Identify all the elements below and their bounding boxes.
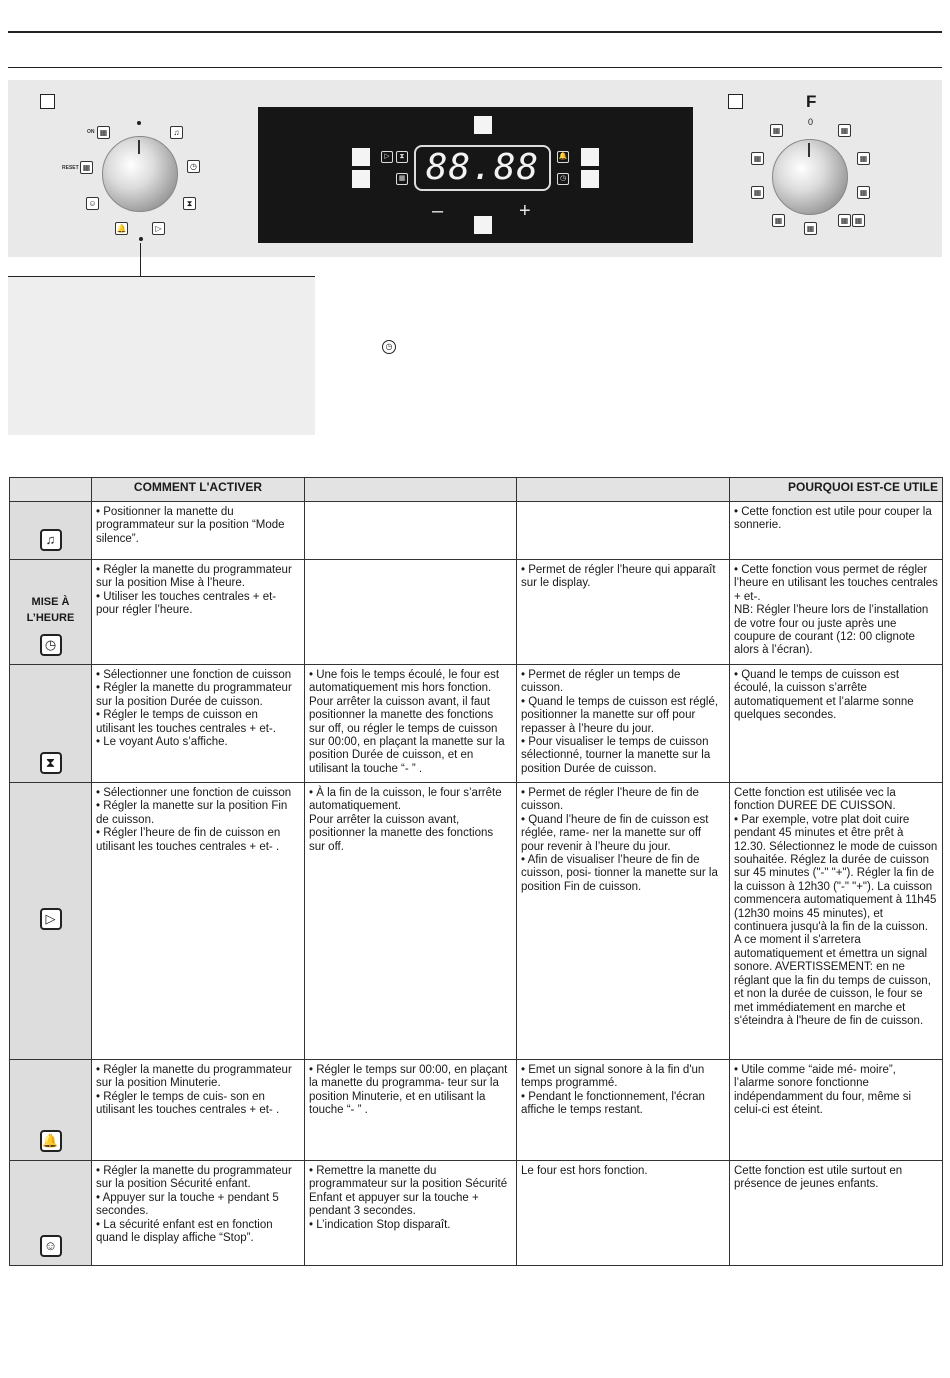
row-col3-cell [305,560,517,665]
inline-clock-icon: ◷ [382,340,396,354]
func-fan-left-icon: ▦ [751,186,764,199]
knob-child-lock-icon: ☺ [86,197,99,210]
row-useful-cell: Cette fonction est utile surtout en présence de jeunes enfants. [730,1161,943,1266]
end-cooking-icon: ▷ [40,908,62,930]
row-col4-cell: • Emet un signal sonore à la fin d'un temps programmé. • Pendant le fonctionnement, l'écran affiche le temps restant. [517,1060,730,1161]
table-row [10,665,943,783]
header-function [10,478,92,502]
display-bell-icon: 🔔 [557,151,569,163]
func-bottom-heat-icon: ▦ [751,152,764,165]
row-function-cell [10,1161,92,1266]
row-activate-cell: • Régler la manette du programmateur sur la position Mise à l’heure. • Utiliser les touches centrales + et- pour régler l’heure. [92,560,305,665]
bell-icon: 🔔 [40,1130,62,1152]
row-col4-cell: • Permet de régler l’heure qui apparaît sur le display. [517,560,730,665]
row-col3-cell: • Remettre la manette du programmateur sur la position Sécurité Enfant et appuyer sur la touche + pendant 3 secondes. • L’indication Stop disparaît. [305,1161,517,1266]
minus-button[interactable]: – [432,200,444,222]
display-wifi-icon: ▦ [396,173,408,185]
row-useful-cell: Cette fonction est utilisée vec la fonction DUREE DE CUISSON. • Par exemple, votre plat doit cuire pendant 45 minutes et être prêt à 12.30. Sélectionnez le mode de cuisson souhaitée. Réglez la durée de cuisson sur 45 minutes ("-" "+"). Régler la fin de la cuisson à 12h30 ("-" "+"). La cuisson commencera automatiquement à 11h45 (12h30 moins 45 minutes), et continuera jusqu'à la fin de la cuisson. A ce moment il s'arretera automatiquement et émettra un signal sonore. AVERTISSEMENT: en ne réglant que la fin du temps de cuisson, et non la durée de cuisson, le four se met immédiatement en marche et s'éteindra à l'heure de fin de cuisson. [730,783,943,1060]
table-row [10,783,943,1060]
row-col4-cell: • Permet de régler un temps de cuisson. • Quand le temps de cuisson est réglé, positionner la manette sur off pour repasser à l’heure du jour. • Pour visualiser le temps de cuisson sélectionné, tourner la manette sur la position Durée de cuisson. [517,665,730,783]
row-activate-cell: • Régler la manette du programmateur sur la position Sécurité enfant. • Appuyer sur la touche + pendant 5 secondes. • La sécurité enfant est en fonction quand le display affiche “Stop”. [92,1161,305,1266]
row-col4-cell [517,502,730,560]
plus-button[interactable]: + [519,200,531,222]
clock-setting-label: MISE À L’HEURE [26,596,75,624]
header-col4 [517,478,730,502]
row-col3-cell: • À la fin de la cuisson, le four s’arrête automatiquement. Pour arrêter la cuisson avant, positionner la manette des fonctions sur off. [305,783,517,1060]
reset-wifi-icon: ▦ [80,161,93,174]
display-callout-right-2 [581,170,599,188]
row-activate-cell: • Sélectionner une fonction de cuisson • Régler la manette sur la position Fin de cuisson. • Régler l’heure de fin de cuisson en utilisant les touches centrales + et- . [92,783,305,1060]
row-col4-cell: • Permet de régler l’heure de fin de cuisson. • Quand l’heure de fin de cuisson est réglée, rame- ner la manette sur off pour revenir à l’heure du jour. • Afin de visualiser l’heure de fin de cuisson, posi- tionner la manette sur la position Fin de cuisson. [517,783,730,1060]
function-knob[interactable] [772,139,848,215]
row-activate-cell: • Positionner la manette du programmateur sur la position “Mode silence”. [92,502,305,560]
row-useful-cell: • Utile comme “aide mé- moire”, l’alarme sonore fonctionne indépendamment du four, même si celui-ci est éteint. [730,1060,943,1161]
row-useful-cell: • Quand le temps de cuisson est écoulé, la cuisson s’arrête automatiquement et l’alarme sonne quelques secondes. [730,665,943,783]
func-multi-icon: ▦ [852,214,865,227]
func-grid-icon: ▦ [770,124,783,137]
on-label: ON [87,129,95,135]
func-fan-bottom-icon: ▦ [804,222,817,235]
silence-icon: ♫ [40,529,62,551]
knob-silence-icon: ♫ [170,126,183,139]
knob-top-dot [137,121,141,125]
display-callout-left-1 [352,148,370,166]
functions-table [9,477,943,1266]
table-row [10,1161,943,1266]
row-col3-cell [305,502,517,560]
display-clock-icon: ◷ [557,173,569,185]
on-wifi-icon: ▦ [97,126,110,139]
second-rule [8,67,942,68]
child-lock-icon: ☺ [40,1235,62,1257]
row-col3-cell: • Une fois le temps écoulé, le four est automatiquement mis hors fonction. Pour arrêter la cuisson avant, il faut positionner la manette des fonctions sur off, ou régler le temps de cuisson sur 00:00, en plaçant la manette sur la position Durée de cuisson, et en utilisant la touche “- ” . [305,665,517,783]
table-row [10,502,943,560]
row-function-cell [10,1060,92,1161]
table-header-row [10,478,943,502]
header-col3 [305,478,517,502]
reset-label: RESET [62,165,79,171]
header-why-useful: POURQUOI EST-CE UTILE [730,478,943,502]
display-digits: 88.88 [414,145,551,191]
clock-icon: ◷ [40,634,62,656]
display-callout-left-2 [352,170,370,188]
row-function-cell [10,560,92,665]
function-letter: F [806,92,817,111]
func-grill-icon: ▦ [838,124,851,137]
row-activate-cell: • Régler la manette du programmateur sur la position Minuterie. • Régler le temps de cuis- son en utilisant les touches centrales + et- . [92,1060,305,1161]
right-callout-box [728,94,743,109]
left-callout-box [40,94,55,109]
programmer-knob-mark [138,140,140,154]
table-row [10,560,943,665]
programmer-knob[interactable] [102,136,178,212]
row-useful-cell: • Cette fonction est utile pour couper la sonnerie. [730,502,943,560]
display-end-cooking-icon: ▷ [381,151,393,163]
knob-hourglass-icon: ⧗ [183,197,196,210]
hourglass-icon: ⧗ [40,752,62,774]
knob-end-cooking-icon: ▷ [152,222,165,235]
callout-line-vertical [140,243,141,277]
table-row [10,1060,943,1161]
display-callout-bottom [474,216,492,234]
programmer-description-area [8,277,315,435]
func-hand-icon: ▦ [857,152,870,165]
knob-clock-icon: ◷ [187,160,200,173]
row-function-cell [10,665,92,783]
row-col3-cell: • Régler le temps sur 00:00, en plaçant la manette du programma- teur sur la position Minuterie, et en utilisant la touche “- ” . [305,1060,517,1161]
row-col4-cell: Le four est hors fonction. [517,1161,730,1266]
knob-bottom-dot [139,237,143,241]
func-top-heat-icon: ▦ [838,214,851,227]
display-callout-right-1 [581,148,599,166]
row-activate-cell: • Sélectionner une fonction de cuisson • Régler la manette du programmateur sur la position Durée de cuisson. • Régler le temps de cuisson en utilisant les touches centrales + et-. • Le voyant Auto s’affiche. [92,665,305,783]
knob-bell-icon: 🔔 [116,224,127,233]
func-fan-lower-icon: ▦ [772,214,785,227]
header-how-to-activate: COMMENT L'ACTIVER [92,478,305,502]
row-function-cell [10,502,92,560]
row-function-cell [10,783,92,1060]
function-knob-mark [808,143,810,157]
display-callout-top [474,116,492,134]
row-useful-cell: • Cette fonction vous permet de régler l’heure en utilisant les touches centrales + et-. NB: Régler l’heure lors de l’installation de votre four ou juste après une coupure de courant (12: 00 clignote alors à l’écran). [730,560,943,665]
display-hourglass-icon: ⧗ [396,151,408,163]
top-rule [8,31,942,33]
func-fan-right-icon: ▦ [857,186,870,199]
function-off-label: 0 [808,117,814,127]
